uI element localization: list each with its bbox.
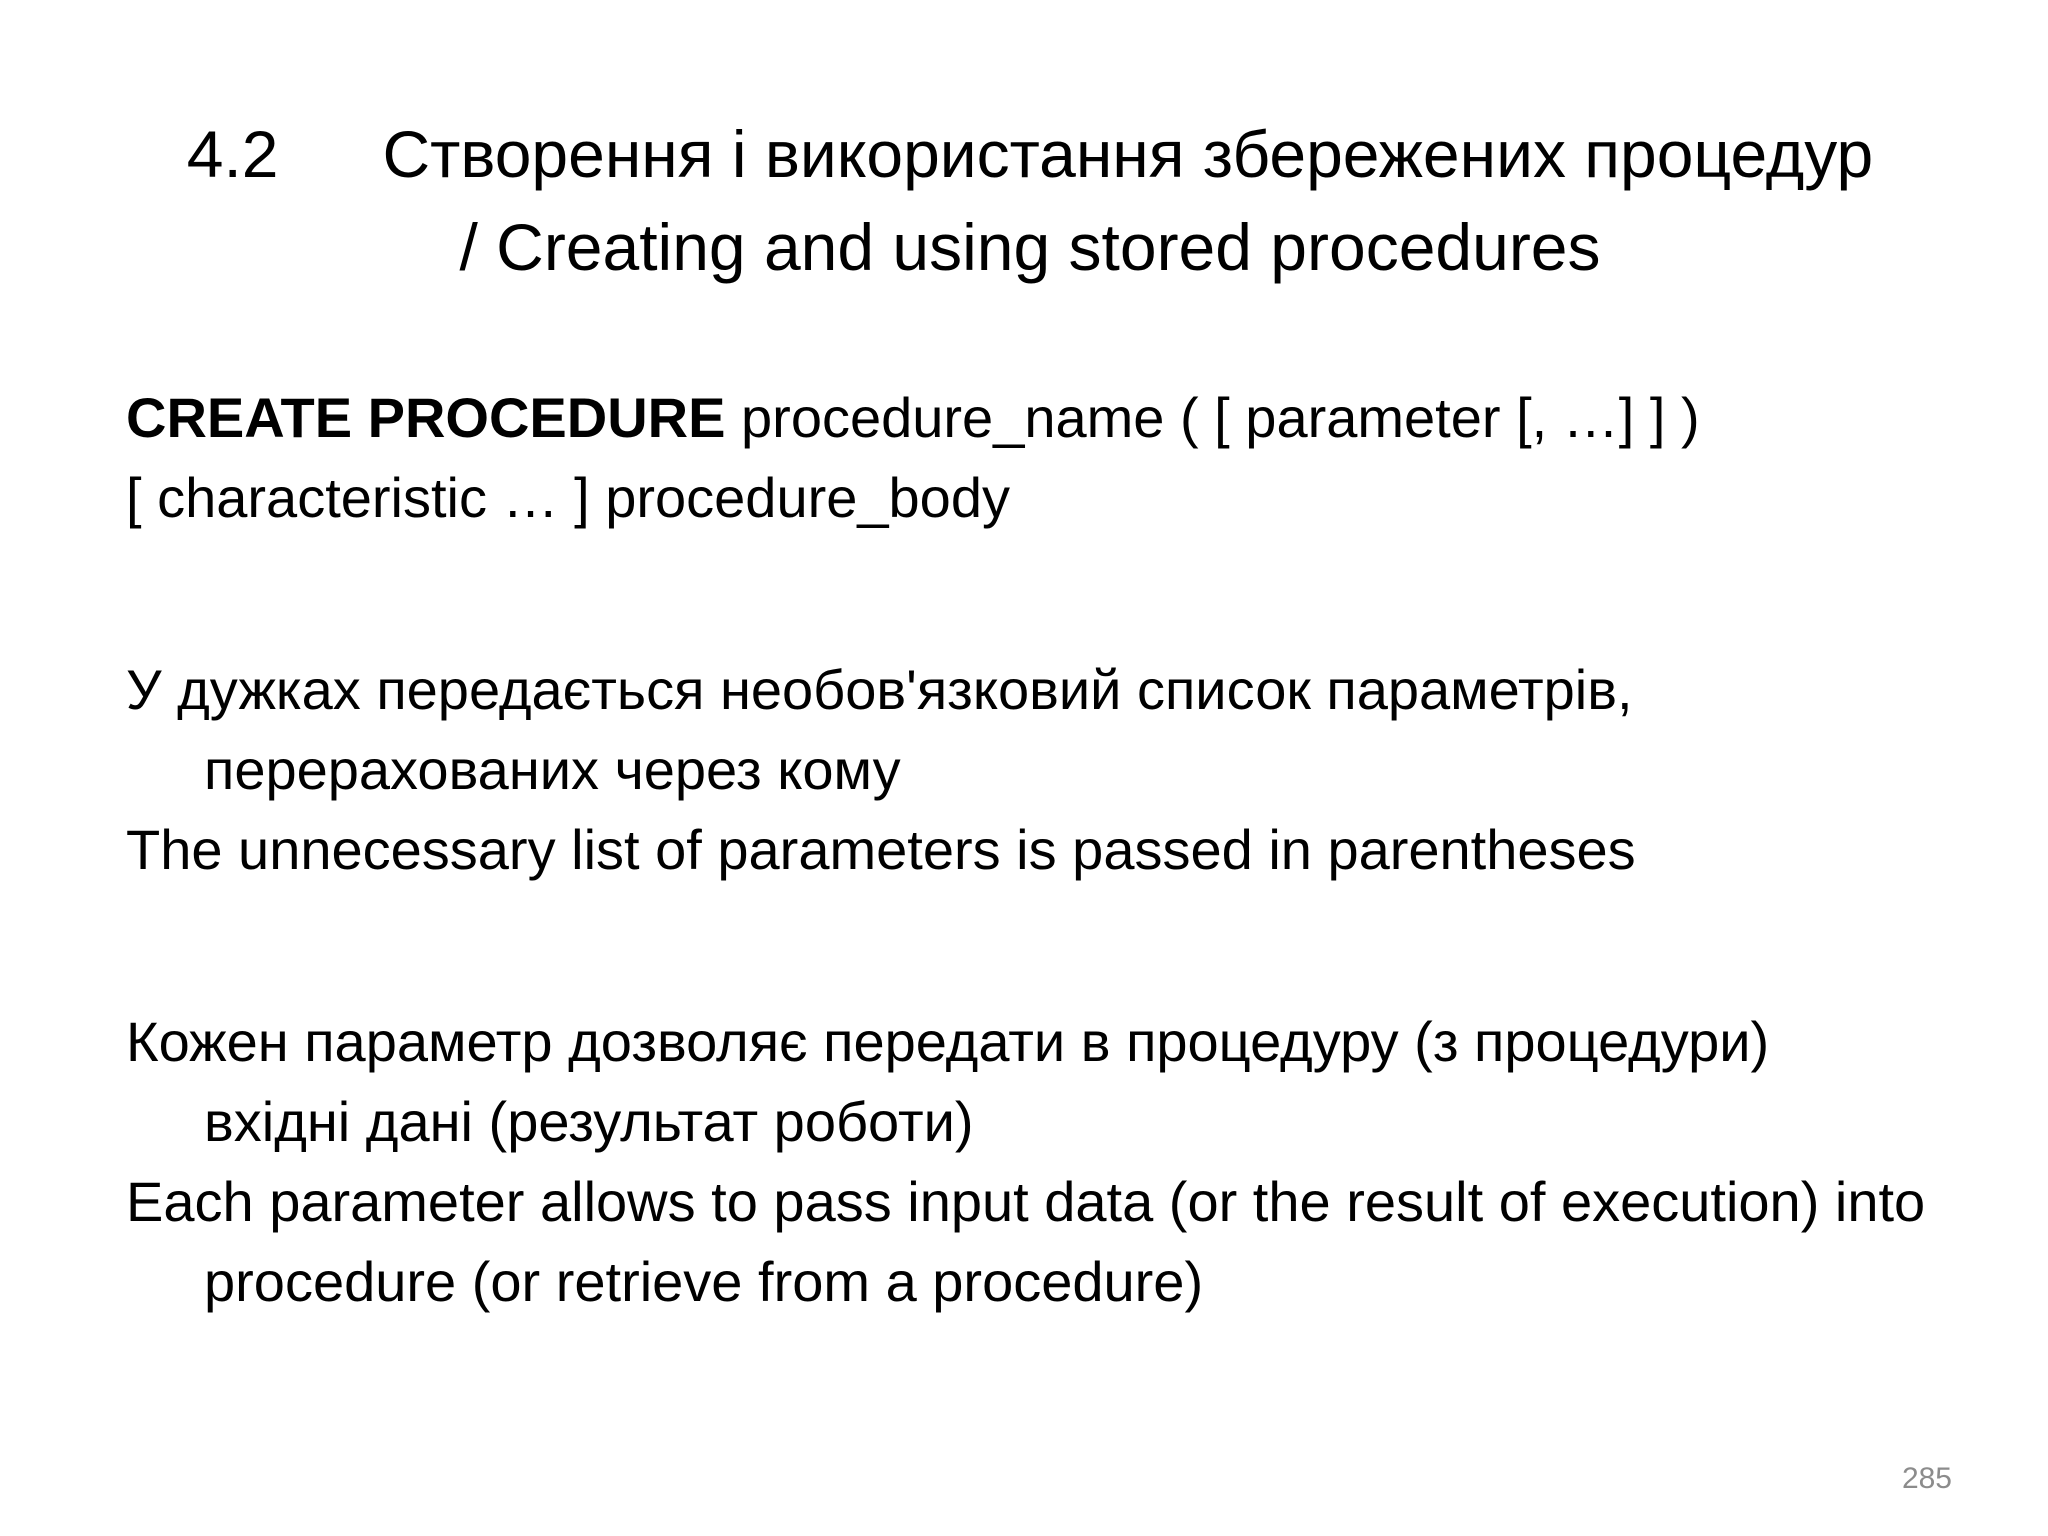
spacer bbox=[126, 538, 1926, 650]
paragraph-en-2: Each parameter allows to pass input data (or the result of execution) into procedure (or retrieve from a procedure) bbox=[126, 1170, 1926, 1313]
page-number: 285 bbox=[1901, 1462, 1952, 1495]
syntax-line-2: [ characteristic … ] procedure_body bbox=[126, 466, 1010, 529]
syntax-rest: procedure_name ( [ parameter [, …] ] ) bbox=[725, 386, 1700, 449]
title-number: 4.2 bbox=[186, 117, 279, 191]
syntax-keyword: CREATE PROCEDURE bbox=[126, 386, 726, 449]
spacer bbox=[126, 890, 1926, 1002]
syntax-line-1 bbox=[126, 378, 1926, 458]
paragraph-ua-2: Кожен параметр дозволяє передати в процедуру (з процедури) вхідні дані (результат роботи) bbox=[126, 1010, 1770, 1153]
paragraph-en-1: The unnecessary list of parameters is passed in parentheses bbox=[126, 818, 1636, 881]
slide-body bbox=[126, 378, 1926, 1322]
slide-title bbox=[180, 108, 1880, 294]
title-text: Створення і використання збережених процедур / Creating and using stored procedures bbox=[382, 117, 1874, 284]
paragraph-ua-1: У дужках передається необов'язковий список параметрів, перерахованих через кому bbox=[126, 658, 1633, 801]
